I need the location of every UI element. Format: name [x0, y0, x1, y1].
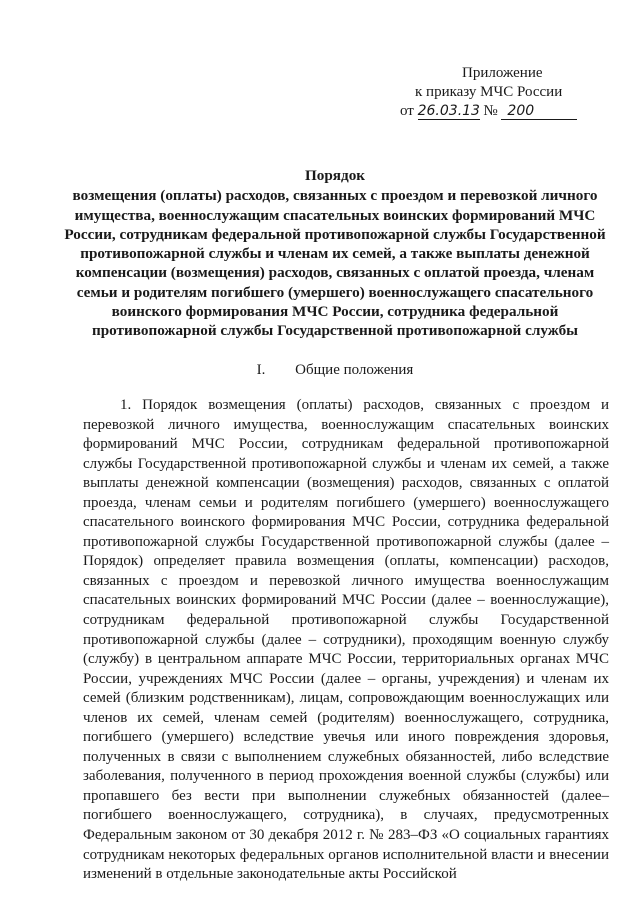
number-label: № — [483, 103, 498, 119]
section-number: I. — [256, 362, 266, 378]
title-text: возмещения (оплаты) расходов, связанных с проездом и перевозкой личного имущества, военнослужащим спасательных воинских формирований МЧС России, сотрудникам федеральной противопожарной службы Государственной противопожарной службы и членам их семей, а также выплаты денежной компенсации (возмещения) расходов, связанных с оплатой проезда, членам семьи и родителям погибшего (умершего) военнослужащего спасательного воинского формирования МЧС России, сотрудника федеральной противопожарной службы Государственной противопожарной службы — [64, 187, 606, 340]
appendix-order-ref: к приказу МЧС России — [415, 84, 563, 100]
section-title: Общие положения — [295, 362, 414, 378]
appendix-title: Приложение — [462, 65, 543, 81]
paragraph-1: 1. Порядок возмещения (оплаты) расходов, связанных с проездом и перевозкой личного имущества, военнослужащим спасательных воинских формирований МЧС России, сотрудникам федеральной противопожарной службы Государственной противопожарной службы и членам их семей, а также выплаты денежной компенсации (возмещения) расходов, связанных с оплатой проезда, членам семьи и родителям погибшего (умершего) военнослужащего спасательного воинского формирования МЧС России, сотрудника федеральной противопожарной службы Государственной противопожарной службы (далее – Порядок) определяет правила возмещения (оплаты, компенсации) расходов, связанных с проездом и перевозкой личного имущества военнослужащим спасательных воинских формирований МЧС России (далее – военнослужащие), сотрудникам федеральной противопожарной службы Государственной противопожарной службы (далее – сотрудники), проходящим военную службу (службу) в центральном аппарате МЧС России, территориальных органах МЧС России, учреждениях МЧС России (далее – органы, учреждения) и членам их семей (близким родственникам), лицам, сопровождающим военнослужащих или членов их семей, членам семей (родителям) военнослужащего, сотрудника, погибшего (умершего) вследствие увечья или иного повреждения здоровья, полученных в связи с выполнением служебных обязанностей, либо вследствие заболевания, полученного в период прохождения военной службы (службы) или пропавшего без вести при выполнении служебных обязанностей (далее– погибшего военнослужащего, сотрудника), в случаях, предусмотренных Федеральным законом от 30 декабря 2012 г. № 283–ФЗ «О социальных гарантиях сотрудникам некоторых федеральных органов исполнительной власти и внесении изменений в отдельные законодательные акты Российской — [83, 397, 609, 883]
title-heading: Порядок — [304, 167, 366, 184]
handwritten-date: 26.03.13 — [417, 103, 480, 119]
appendix-date-line — [400, 102, 620, 121]
from-label: от — [400, 103, 414, 119]
document-title — [60, 166, 610, 341]
appendix-header — [400, 64, 620, 121]
section-heading — [60, 361, 610, 380]
handwritten-order-number: 200 — [501, 104, 577, 120]
